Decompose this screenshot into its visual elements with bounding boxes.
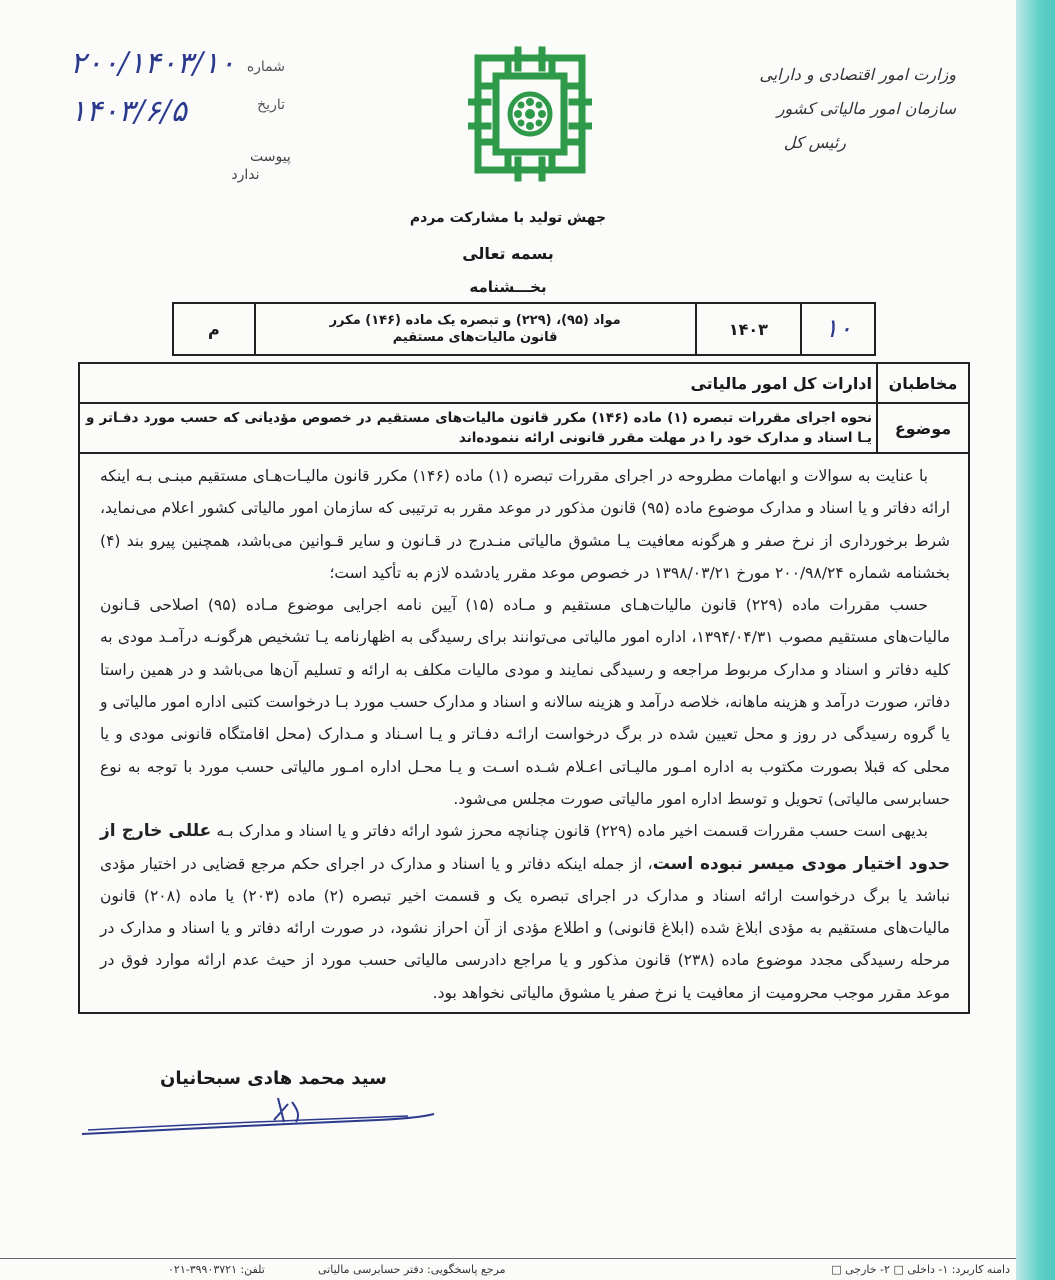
body-paragraph-2: حسب مقررات ماده (۲۲۹) قانون مالیات‌هـای مستقیم و مـاده (۱۵) آیین نامه اجرایی موضوع مـاده (۹۵) اصلاحی قـانون مالیات‌های مستقیم مصوب ۱۳۹۴/۰۴/۳۱، اداره امور مالیاتی می‌توانند برای رسیدگی به اظهارنامه یـا تشخیص هرگونـه درآمـد مودی به کلیه دفاتر و اسناد و مدارک مربوط مراجعه و رسیدگی نمایند و مودی مالیات مکلف به ارائه و تسلیم آن‌ها می‌باشد و در همین راستا دفاتر، صورت درآمد و هزینه ماهانه، خلاصه درآمد و هزینه سالانه و اسناد و مدارک حسب مورد بـا درخواست کتبی اداره امور مالیاتی و یا گروه رسیدگی در روز و محل تعیین شده در برگ درخواست ارائـه دفـاتر و یـا اسـناد و مـدارک (محل اقامتگاه قانونی مودی و یا محلی که قبلا بصورت مکتوب به اداره امـور مالیـاتی اعـلام شـده اسـت و یـا محـل اداره امـور مالیاتی حسب مورد با توجه به نوع حسابرسی مالیاتی) تحویل و توسط اداره امور مالیاتی صورت مجلس می‌شود. [100, 596, 950, 808]
slogan: جهش تولید با مشارکت مردم [409, 210, 607, 226]
letter-number: ۲۰۰/۱۴۰۳/۱۰ [70, 46, 236, 81]
basmala: بسمه تعالی [462, 244, 554, 263]
date-label: تاریخ [257, 97, 285, 113]
ministry-line-1: وزارت امور اقتصادی و دارایی [759, 65, 956, 84]
body-paragraph-1: با عنایت به سوالات و ابهامات مطروحه در اجرای مقررات تبصره (۱) ماده (۱۴۶) مکرر قانون مالیـات‌هـای مستقیم مبنـی بـه اینکه ارائه دفاتر و یا اسناد و مدارک موضوع ماده (۹۵) قانون مذکور در موعد مقرر به ترتیبی که سازمان امور مالیاتی کشور اعلام می‌نماید، شرط برخورداری از نرخ صفر و هرگونه معافیت یـا مشوق مالیاتی منـدرج در قـانون و سایر قـوانین می‌باشد، همچنین پیرو بند (۴) بخشنامه شماره ۲۰۰/۹۸/۲۴ مورخ ۱۳۹۸/۰۳/۲۱ در خصوص موعد مقرر یادشده لازم به تأکید است؛ [100, 467, 951, 582]
doc-code: م [174, 304, 256, 354]
addressee-label: مخاطبان [876, 364, 968, 402]
document-type: بخـــشنامه [469, 278, 547, 296]
addressee-row [80, 364, 968, 404]
topic-row [80, 404, 968, 454]
ministry-line-3: رئیس کل [783, 133, 846, 152]
background-edge [1016, 0, 1055, 1280]
meta-values [70, 40, 235, 136]
attachment-value: ندارد [231, 167, 260, 183]
doc-subject-line-2: قانون مالیات‌های مستقیم [392, 330, 558, 345]
ministry-line-2: سازمان امور مالیاتی کشور [776, 99, 956, 118]
body-paragraph-3-start: بدیهی است حسب مقررات قسمت اخیر ماده (۲۲۹) قانون چنانچه محرز شود ارائه دفاتر و یا اسناد و مدارک بـه [216, 822, 928, 841]
document-id-box [172, 302, 876, 356]
body-paragraph-3-emphasis: عللی خارج از حدود اختیار مودی میسر نبوده است [100, 821, 950, 874]
footer-usage: دامنه کاربرد: ۱- داخلی □ ۲- خارجی □ [831, 1263, 1010, 1276]
doc-year: ۱۴۰۳ [697, 304, 803, 354]
footer [0, 1258, 1016, 1280]
handwritten-signature [78, 1090, 438, 1150]
attachment-label: پیوست [250, 149, 291, 165]
topic-value: نحوه اجرای مقررات تبصره (۱) ماده (۱۴۶) مکرر قانون مالیات‌های مستقیم در خصوص مؤدیانی که حسب مورد دفـاتر و یـا اسناد و مدارک خود را در مهلت مقرر قانونی ارائه ننموده‌اند [86, 410, 872, 446]
body-paragraph-3 [100, 815, 950, 1009]
signer-name: سید محمد هادی سبحانیان [160, 1068, 387, 1089]
letter-body [100, 460, 950, 1009]
topic-label: موضوع [876, 404, 968, 452]
tax-organization-emblem [468, 46, 592, 182]
footer-phone: تلفن: ۳۹۹۰۳۷۲۱-۰۲۱ [168, 1263, 265, 1276]
doc-subject-line-1: مواد (۹۵)، (۲۲۹) و تبصره یک ماده (۱۴۶) مکرر [329, 313, 621, 328]
ministry-heading [656, 58, 956, 160]
letter-date: ۱۴۰۳/۶/۵ [70, 94, 187, 129]
footer-reference: مرجع پاسخگویی: دفتر حسابرسی مالیاتی [318, 1263, 506, 1276]
attachment-block [200, 148, 291, 184]
doc-number: ۱۰ [824, 314, 853, 344]
body-paragraph-3-end: ، از جمله اینکه دفاتر و یا اسناد و مدارک در اجرای حکم مرجع قضایی در اختیار مؤدی نباشد یا برگ درخواست ارائه اسناد و مدارک در اجرای تبصره یک و قسمت اخیر تبصره (۲) ماده (۲۰۳) یا ماده (۲۰۸) قانون مالیات‌های مستقیم به مؤدی ابلاغ شده (ابلاغ قانونی) و اطلاع مؤدی از آن احراز نشود، در صورت ارائه دفاتر و یا اسناد و مدارک در مرحله رسیدگی مجدد موضوع ماده (۲۳۸) قانون مذکور و یا مراجع دادرسی مالیاتی حسب مورد از حیث عدم ارائه موارد فوق در موعد مقرر موجب محرومیت از معافیت یا نرخ صفر یا مشوق مالیاتی نخواهد بود. [100, 854, 951, 1002]
doc-subject [256, 304, 697, 354]
number-label: شماره [246, 59, 285, 75]
letter-main-box [78, 362, 970, 1014]
addressee-value: ادارات کل امور مالیاتی [690, 373, 872, 393]
